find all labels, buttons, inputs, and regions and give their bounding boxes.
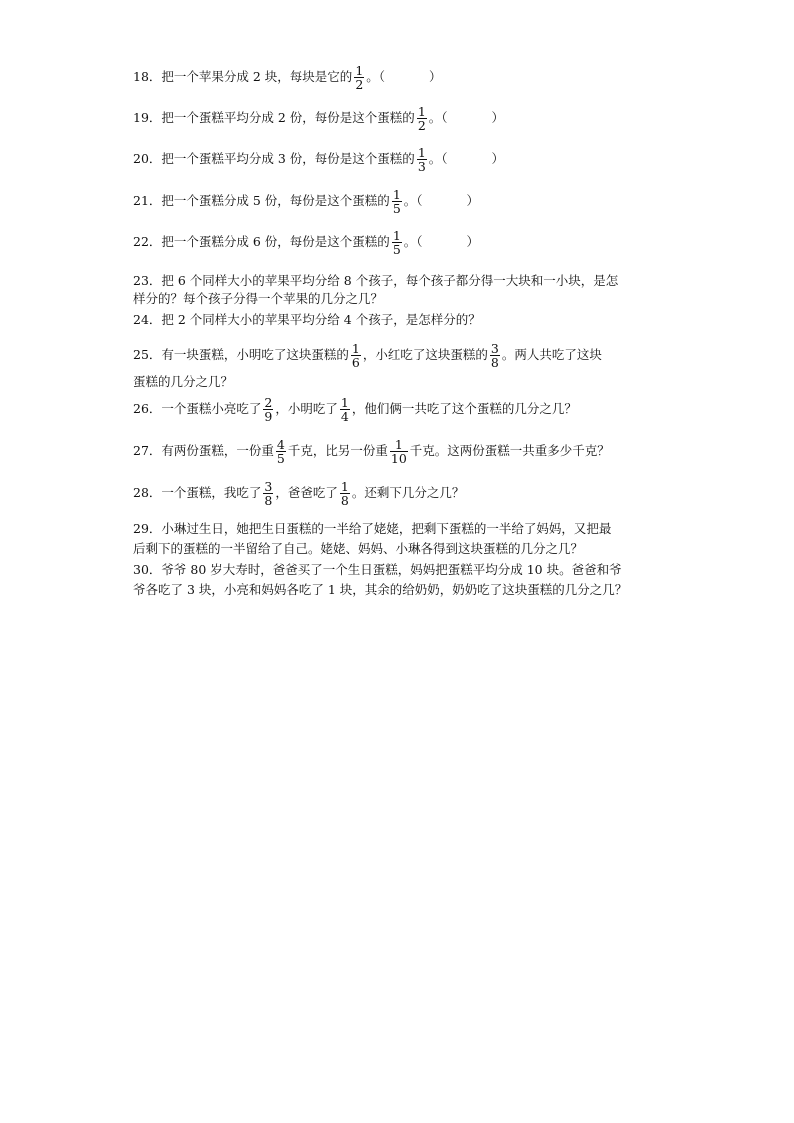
question-text: 19．把一个蛋糕平均分成 2 份，每份是这个蛋糕的 bbox=[133, 110, 415, 125]
question-22: 22．把一个蛋糕分成 6 份，每份是这个蛋糕的 $\frac{1}{5}$ 。（ ） bbox=[133, 228, 480, 257]
question-text: 21．把一个蛋糕分成 5 份，每份是这个蛋糕的 bbox=[133, 193, 390, 208]
fraction: $\frac{1}{3}$ bbox=[417, 145, 426, 174]
fraction: $\frac{1}{6}$ bbox=[351, 341, 360, 370]
question-29-line-1: 29．小琳过生日，她把生日蛋糕的一半给了姥姥，把剩下蛋糕的一半给了妈妈，又把最 bbox=[133, 521, 612, 536]
fraction: $\frac{3}{8}$ bbox=[490, 341, 499, 370]
question-26: 26．一个蛋糕小亮吃了 $\frac{2}{9}$ ，小明吃了 $\frac{1}{4}$ ，他们俩一共吃了这个蛋糕的几分之几？ bbox=[133, 395, 577, 424]
question-text: 22．把一个蛋糕分成 6 份，每份是这个蛋糕的 bbox=[133, 234, 390, 249]
question-text: 18．把一个苹果分成 2 块，每块是它的 bbox=[133, 69, 353, 84]
question-19: 19．把一个蛋糕平均分成 2 份，每份是这个蛋糕的 $\frac{1}{2}$ 。（ ） bbox=[133, 104, 505, 133]
fraction: $\frac{1}{4}$ bbox=[340, 395, 349, 424]
question-28: 28．一个蛋糕，我吃了 $\frac{3}{8}$ ，爸爸吃了 $\frac{1}{8}$ 。还剩下几分之几？ bbox=[133, 479, 465, 508]
question-27: 27．有两份蛋糕，一份重 $\frac{4}{5}$ 千克，比另一份重 $\frac{1}{10}$ 千克。这两份蛋糕一共重多少千克？ bbox=[133, 437, 610, 466]
question-29-line-2: 后剩下的蛋糕的一半留给了自己。姥姥、妈妈、小琳各得到这块蛋糕的几分之几？ bbox=[133, 541, 584, 556]
question-30-line-1: 30．爷爷 80 岁大寿时，爸爸买了一个生日蛋糕，妈妈把蛋糕平均分成 10 块。爸爸和爷 bbox=[133, 562, 622, 577]
fraction: $\frac{1}{8}$ bbox=[340, 479, 349, 508]
question-text: 28．一个蛋糕，我吃了 bbox=[133, 485, 262, 500]
question-text: 20．把一个蛋糕平均分成 3 份，每份是这个蛋糕的 bbox=[133, 151, 415, 166]
fraction: $\frac{1}{5}$ bbox=[392, 187, 401, 216]
fraction: $\frac{1}{5}$ bbox=[392, 228, 401, 257]
question-30-line-2: 爷各吃了 3 块，小亮和妈妈各吃了 1 块，其余的给奶奶，奶奶吃了这块蛋糕的几分之几？ bbox=[133, 582, 628, 597]
question-24: 24．把 2 个同样大小的苹果平均分给 4 个孩子，是怎样分的？ bbox=[133, 312, 481, 327]
fraction: $\frac{4}{5}$ bbox=[276, 437, 285, 466]
fraction: $\frac{2}{9}$ bbox=[264, 395, 273, 424]
question-25: 25．有一块蛋糕，小明吃了这块蛋糕的 $\frac{1}{6}$ ，小红吃了这块蛋糕的 $\frac{3}{8}$ 。两人共吃了这块 bbox=[133, 341, 602, 370]
question-23-line-2: 样分的？每个孩子分得一个苹果的几分之几？ bbox=[133, 291, 384, 306]
question-text: 25．有一块蛋糕，小明吃了这块蛋糕的 bbox=[133, 347, 349, 362]
question-text: 26．一个蛋糕小亮吃了 bbox=[133, 401, 262, 416]
question-25-line-2: 蛋糕的几分之几？ bbox=[133, 374, 234, 389]
fraction: $\frac{1}{2}$ bbox=[355, 63, 364, 92]
question-23-line-1: 23．把 6 个同样大小的苹果平均分给 8 个孩子，每个孩子都分得一大块和一小块，是怎 bbox=[133, 273, 619, 288]
question-21: 21．把一个蛋糕分成 5 份，每份是这个蛋糕的 $\frac{1}{5}$ 。（ ） bbox=[133, 187, 480, 216]
question-text: 27．有两份蛋糕，一份重 bbox=[133, 443, 274, 458]
fraction: $\frac{1}{2}$ bbox=[417, 104, 426, 133]
question-20: 20．把一个蛋糕平均分成 3 份，每份是这个蛋糕的 $\frac{1}{3}$ 。（ ） bbox=[133, 145, 505, 174]
fraction: $\frac{1}{10}$ bbox=[390, 437, 407, 466]
fraction: $\frac{3}{8}$ bbox=[264, 479, 273, 508]
question-18: 18．把一个苹果分成 2 块，每块是它的 $\frac{1}{2}$ 。（ ） bbox=[133, 63, 442, 92]
